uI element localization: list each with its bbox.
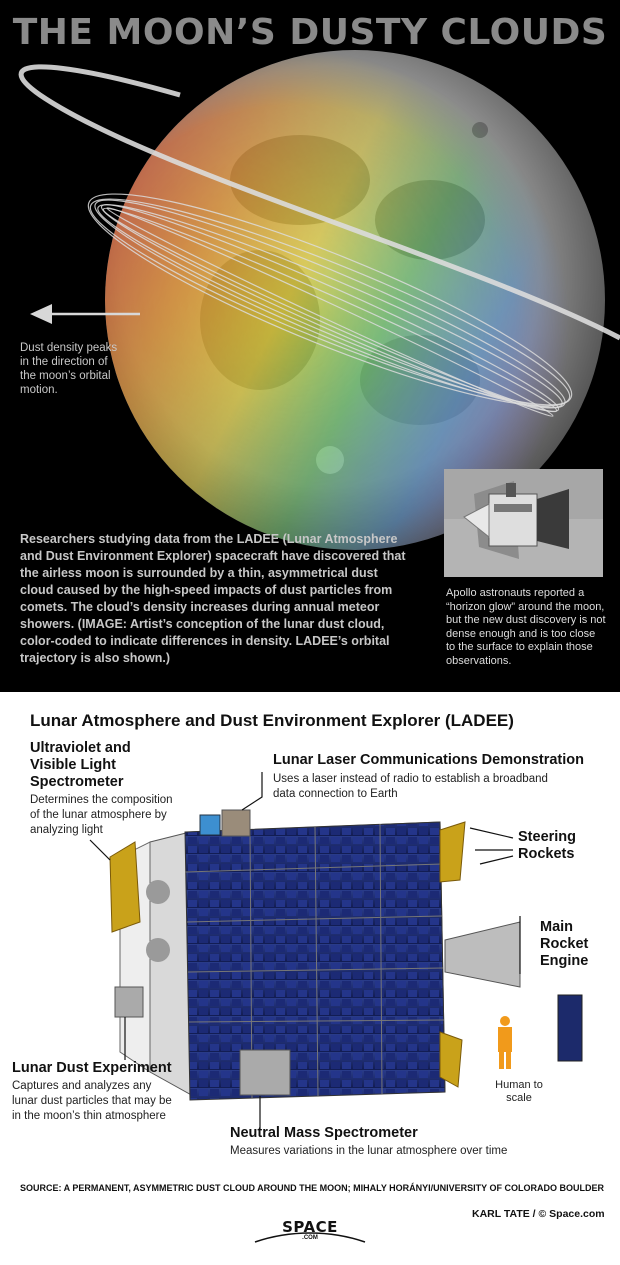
human-figure [498,1016,512,1069]
ldex-desc: Captures and analyzes any lunar dust particles that may be in the moon’s thin atmosphere [12,1080,172,1122]
mini-spacecraft [558,995,582,1061]
main-engine [445,922,520,987]
llcd-desc: Uses a laser instead of radio to establish a broadband data connection to Earth [273,773,548,800]
nms-title: Neutral Mass Spectrometer [230,1125,418,1141]
llcd-title: Lunar Laser Communications Demonstration [273,752,584,768]
human-caption: Human to scale [495,1079,543,1104]
logo-sub: .COM [302,1235,318,1241]
uvs-desc: Determines the composition of the lunar atmosphere by analyzing light [30,794,173,836]
nms-instrument [240,1050,290,1095]
apollo-photo [444,469,603,577]
uvs-instrument [110,842,140,932]
ladee-heading: Lunar Atmosphere and Dust Environment Explorer (LADEE) [30,711,514,730]
source-line: SOURCE: A PERMANENT, ASYMMETRIC DUST CLOUD AROUND THE MOON; MIHALY HORÁNYI/UNIVERSITY OF COLORADO BOULDER [20,1183,605,1193]
apollo-caption: Apollo astronauts reported a “horizon glow” around the moon, but the new dust discovery is not dense enough and is too close to the surface to explain those observations. [446,587,606,667]
arrow-note: Dust density peaks in the direction of the moon’s orbital motion. [20,342,118,396]
steering-rockets [440,822,465,882]
engine-title: Main Rocket Engine [540,919,589,969]
page-title: THE MOON’S DUSTY CLOUDS [12,12,608,53]
space-logo [250,1216,370,1248]
ldex-instrument [115,987,143,1017]
nms-desc: Measures variations in the lunar atmosphere over time [230,1145,508,1157]
uvs-title: Ultraviolet and Visible Light Spectrometer [30,740,131,790]
credit-line: KARL TATE / © Space.com [472,1208,605,1220]
intro-paragraph: Researchers studying data from the LADEE (Lunar Atmosphere and Dust Environment Explorer) spacecraft have discovered that the airless moon is surrounded by a thin, asymmetrical dust cloud caused by the high-speed impacts of dust particles from comets. The cloud’s density increases during annual meteor showers. (IMAGE: Artist’s conception of the lunar dust cloud, color-coded to indicate differences in density. LADEE’s orbital trajectory is also shown.) [20,532,406,665]
steering-title: Steering Rockets [518,829,577,862]
logo-word: SPACE [282,1218,338,1236]
llcd-instrument [222,810,250,836]
ldex-title: Lunar Dust Experiment [12,1060,172,1076]
